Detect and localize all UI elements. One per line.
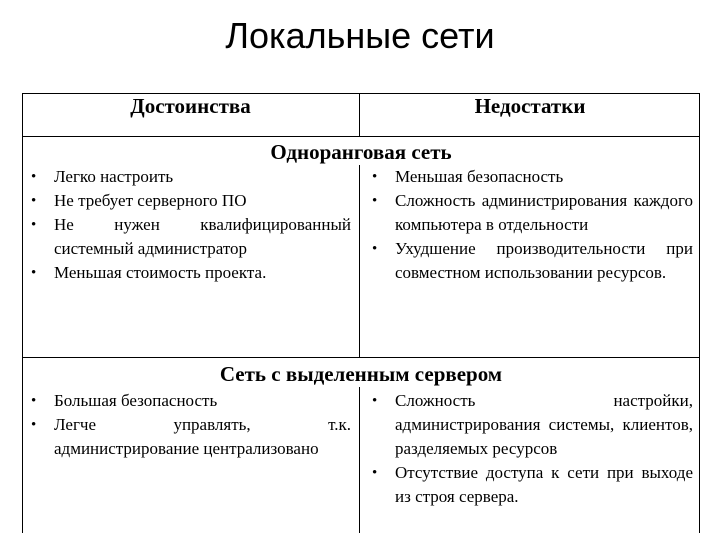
list-item: • Меньшая стоимость проекта.: [24, 261, 351, 285]
list-item: • Не требует серверного ПО: [24, 189, 351, 213]
peer-disadvantages-list: [365, 165, 693, 285]
list-item: • Отсутствие доступа к сети при выходе из строя сервера.: [365, 461, 693, 509]
column-divider: [359, 165, 360, 357]
row-divider: [22, 136, 700, 137]
list-item: • Сложность настройки, администрирования системы, клиентов, разделяемых ресурсов: [365, 389, 693, 461]
list-item: • Легче управлять, т.к. администрирование централизовано: [24, 413, 351, 461]
column-divider: [359, 387, 360, 533]
row-divider: [22, 357, 700, 358]
list-item: • Легко настроить: [24, 165, 351, 189]
list-item: • Не нужен квалифицированный системный администратор: [24, 213, 351, 261]
list-item: • Сложность администрирования каждого компьютера в отдельности: [365, 189, 693, 237]
list-item: • Ухудшение производительности при совместном использовании ресурсов.: [365, 237, 693, 285]
section-title-server: Сеть с выделенным сервером: [219, 362, 503, 386]
header-disadvantages: Недостатки: [474, 94, 586, 118]
server-advantages-list: [24, 389, 351, 461]
server-disadvantages-list: [365, 389, 693, 509]
header-advantages: Достоинства: [130, 94, 251, 118]
list-item: • Меньшая безопасность: [365, 165, 693, 189]
peer-advantages-list: [24, 165, 351, 285]
section-title-peer: Одноранговая сеть: [270, 140, 452, 164]
page-title: Локальные сети: [225, 15, 495, 56]
list-item: • Большая безопасность: [24, 389, 351, 413]
